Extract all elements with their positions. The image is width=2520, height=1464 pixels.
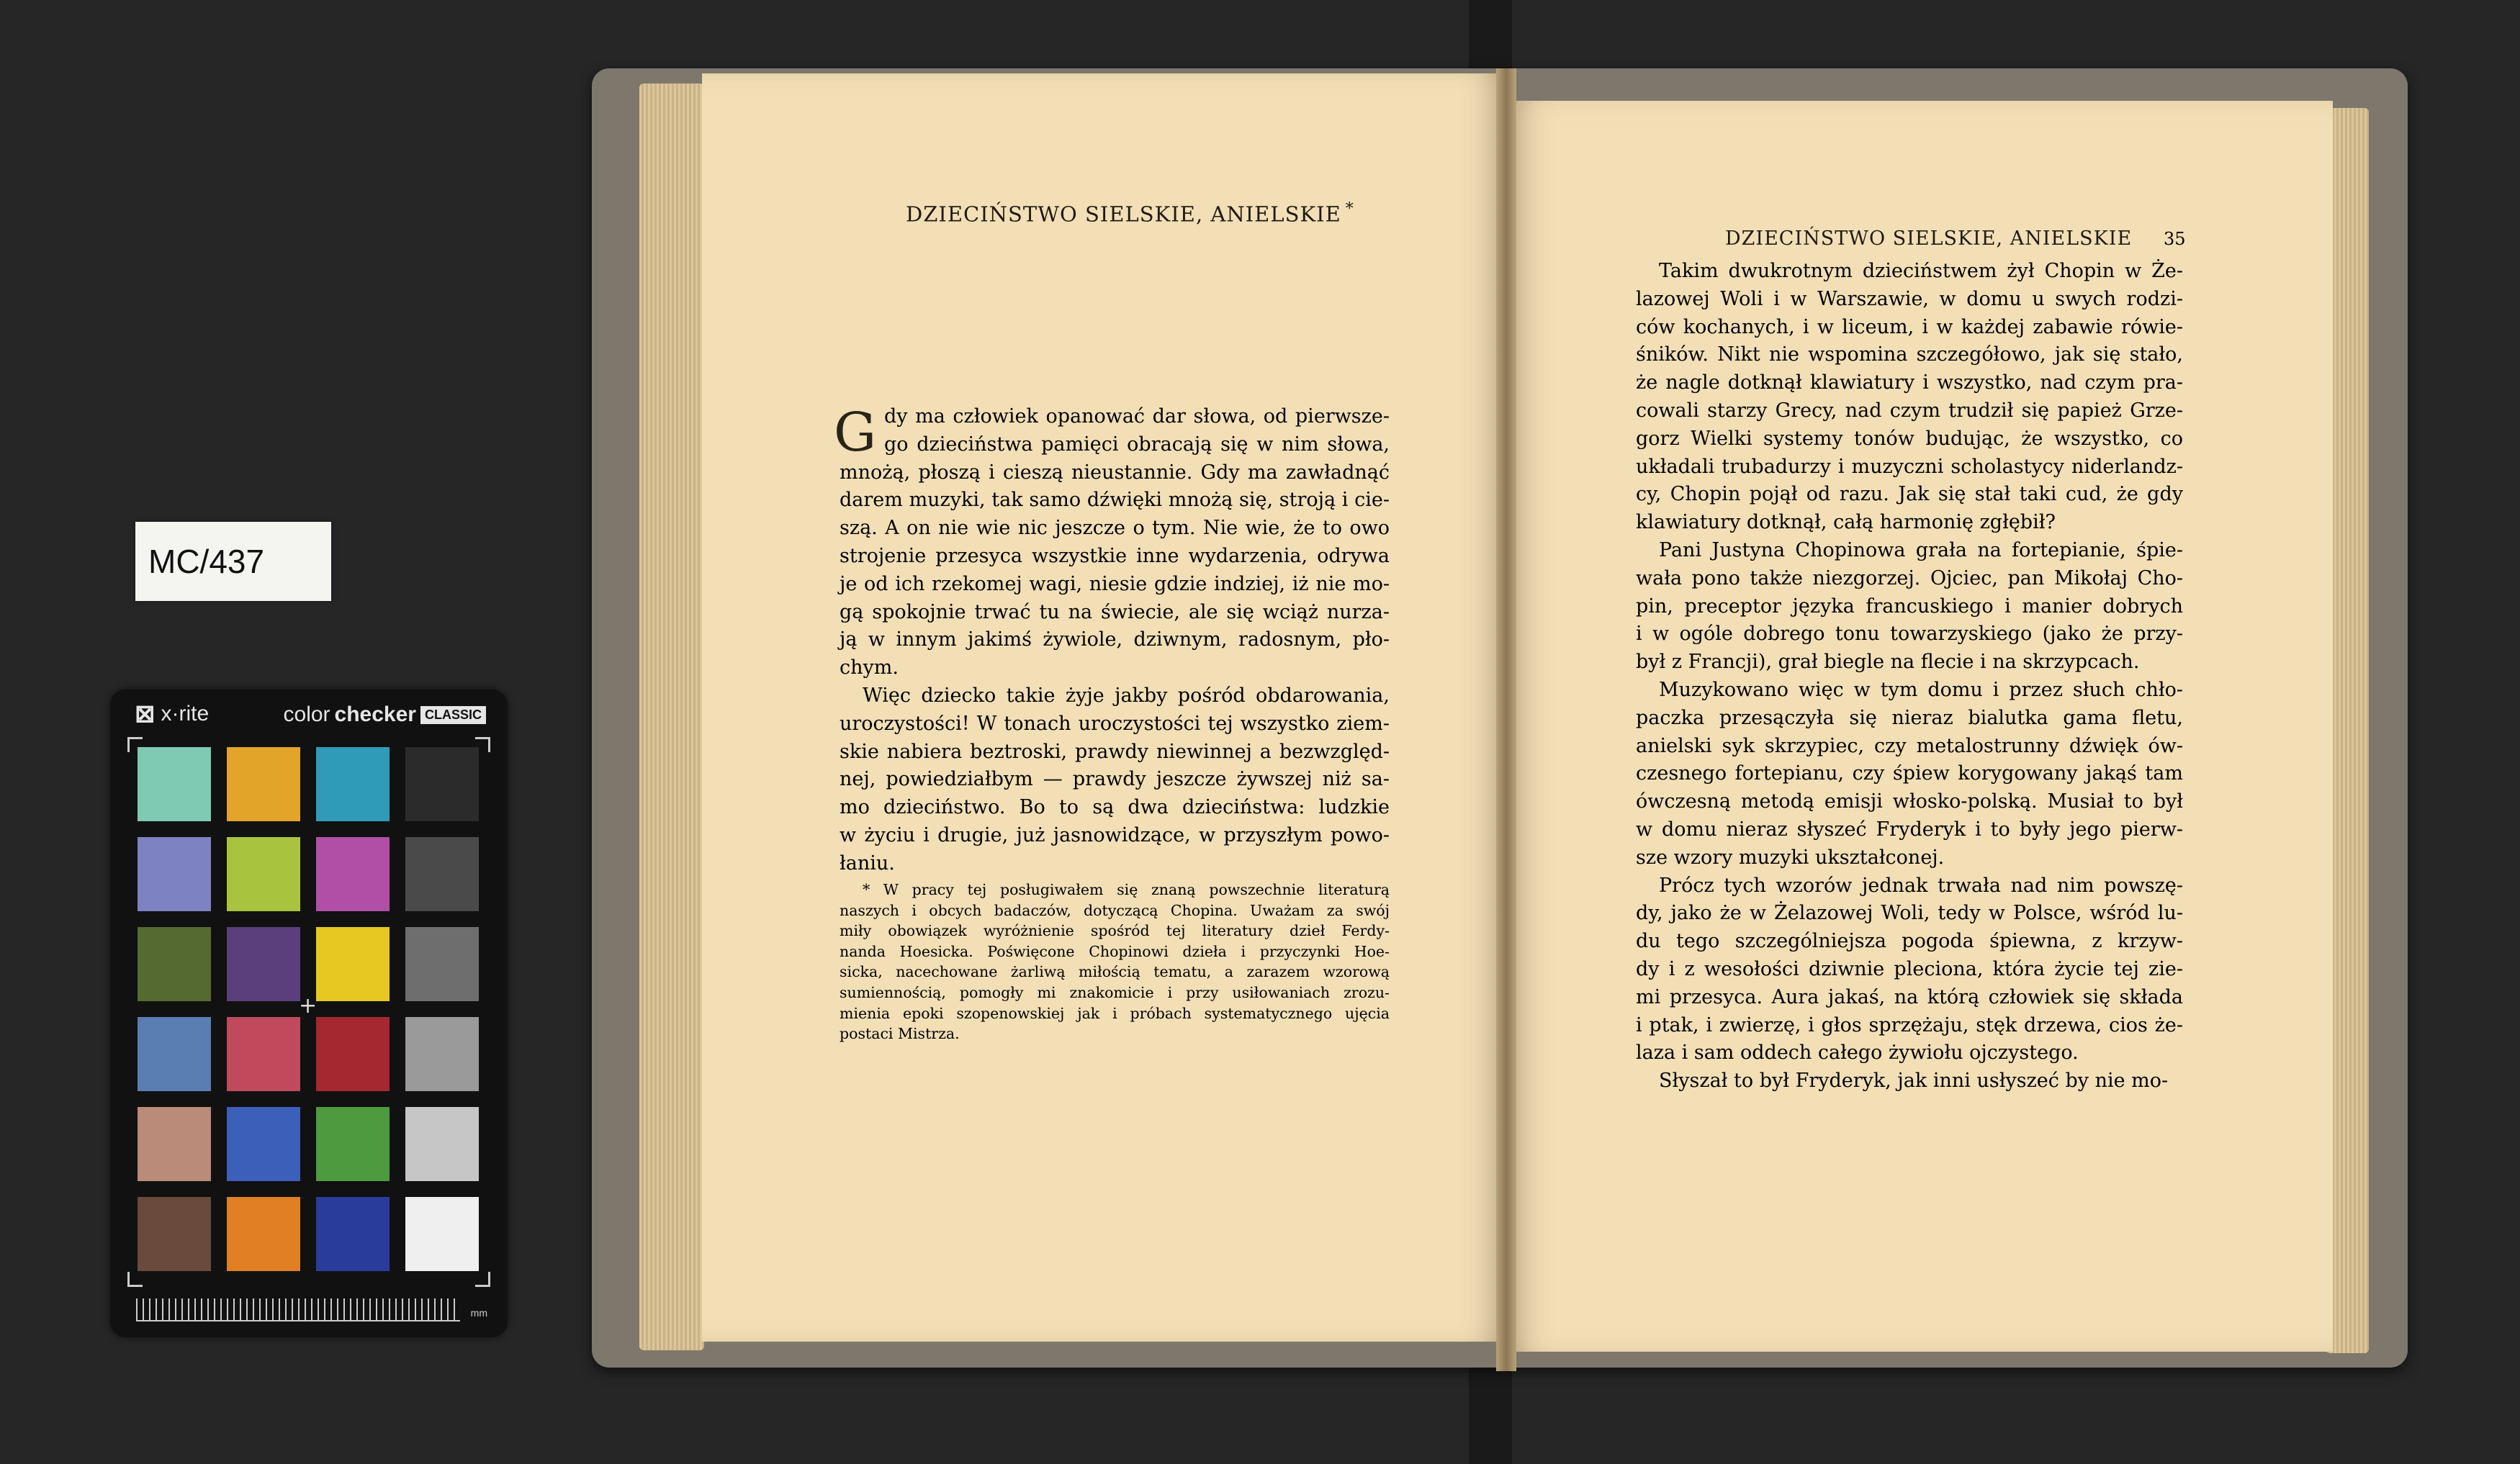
body-line: mnożą, płoszą i cieszą nieustannie. Gdy ma zawładnąć bbox=[840, 461, 1390, 484]
color-patch bbox=[316, 1107, 390, 1181]
body-line: uroczystości! W tonach uroczystości tej wszystko ziem- bbox=[840, 712, 1390, 735]
left-page-footnote bbox=[840, 880, 1390, 1044]
body-line: układali trubadurzy i muzyczni scholastycy niderlandz- bbox=[1636, 455, 2183, 478]
color-patch bbox=[316, 747, 390, 821]
color-patch bbox=[405, 1197, 479, 1271]
body-line: go dzieciństwa pamięci obracają się w nim słowa, bbox=[884, 433, 1390, 456]
crosshair-icon: + bbox=[299, 993, 318, 1018]
body-line: gą spokojnie trwać tu na świecie, ale się wciąż nurza- bbox=[840, 600, 1390, 623]
colorchecker-title: color checker CLASSIC bbox=[284, 702, 486, 727]
color-patch bbox=[138, 747, 211, 821]
page-edges-left bbox=[639, 83, 704, 1350]
body-line: anielski syk skrzypiec, czy metalostrunny dźwięk ów- bbox=[1636, 734, 2183, 757]
body-line: sze wzory muzyki ukształconej. bbox=[1636, 846, 1945, 869]
mm-ruler bbox=[136, 1298, 460, 1321]
color-patch bbox=[227, 1017, 300, 1091]
body-line: dy i z wesołości dziwnie pleciona, która życie tej zie- bbox=[1636, 957, 2183, 980]
body-line: dy ma człowiek opanować dar słowa, od pierwsze- bbox=[884, 405, 1390, 428]
body-line: cowali starzy Grecy, nad czym trudził się papież Grze- bbox=[1636, 399, 2183, 422]
footnote-line: miły obowiązek wyróżnienie spośród tej literatury dzieł Ferdy- bbox=[840, 922, 1390, 940]
color-patch bbox=[316, 837, 390, 911]
body-line: nej, powiedziałbym — prawdy jeszcze żywszej niż sa- bbox=[840, 768, 1390, 791]
body-line: Prócz tych wzorów jednak trwała nad nim powszę- bbox=[1659, 874, 2183, 897]
body-line: mo dzieciństwo. Bo to są dwa dzieciństwa: ludzkie bbox=[840, 796, 1390, 819]
body-line: śników. Nikt nie wspomina szczegółowo, jak się stało, bbox=[1636, 343, 2183, 366]
color-patch bbox=[227, 927, 300, 1001]
color-patch bbox=[316, 1017, 390, 1091]
color-patch bbox=[316, 1197, 390, 1271]
left-running-head: DZIECIŃSTWO SIELSKIE, ANIELSKIE * bbox=[906, 200, 1354, 227]
body-line: strojenie przesyca wszystkie inne wydarzenia, odrywa bbox=[840, 544, 1390, 567]
color-checker-card bbox=[110, 690, 508, 1337]
ruler-unit: mm bbox=[470, 1307, 487, 1319]
color-patch bbox=[227, 747, 300, 821]
body-line: łaniu. bbox=[840, 851, 895, 875]
body-line: był z Francji), grał biegle na flecie i na skrzypcach. bbox=[1636, 651, 2140, 674]
body-line: i ptak, i zwierzę, i głos sprzężaju, stęk drzewa, cios że- bbox=[1636, 1013, 2183, 1036]
catalogue-label bbox=[135, 522, 331, 601]
body-line: Słyszał to był Fryderyk, jak inni usłyszeć by nie mo- bbox=[1659, 1070, 2169, 1093]
color-patch bbox=[405, 837, 479, 911]
xrite-x-icon: ⊠ bbox=[135, 700, 156, 728]
color-patch bbox=[138, 1017, 211, 1091]
body-line: ców kochanych, i w liceum, i w każdej zabawie rówie- bbox=[1636, 315, 2183, 338]
footnote-line: * W pracy tej posługiwałem się znaną powszechnie literaturą bbox=[863, 881, 1390, 898]
book-gutter bbox=[1496, 68, 1516, 1371]
color-patch bbox=[138, 1197, 211, 1271]
body-line: skie nabiera beztroski, prawdy niewinnej a bezwzględ- bbox=[840, 740, 1390, 763]
body-line: pin, preceptor języka francuskiego i manier dobrych bbox=[1636, 595, 2183, 618]
body-line: wała pono także niezgorzej. Ojciec, pan Mikołaj Cho- bbox=[1636, 566, 2183, 589]
body-line: gorz Wielki systemy tonów budując, że wszystko, co bbox=[1636, 427, 2183, 450]
body-line: Pani Justyna Chopinowa grała na fortepianie, śpie- bbox=[1659, 538, 2183, 561]
drop-cap: G bbox=[834, 402, 877, 464]
right-running-head: DZIECIŃSTWO SIELSKIE, ANIELSKIE bbox=[1725, 227, 2133, 250]
left-page-body bbox=[834, 402, 1390, 878]
body-line: paczka przesączyła się nieraz bialutka gama fletu, bbox=[1636, 706, 2183, 729]
color-patch bbox=[227, 837, 300, 911]
corner-mark bbox=[127, 1272, 143, 1287]
footnote-line: nanda Hoesicka. Poświęcone Chopinowi dzieła i przyczynki Hoe- bbox=[840, 942, 1390, 960]
body-line: je od ich rzekomej wagi, niesie gdzie indziej, iż nie mo- bbox=[840, 572, 1390, 595]
body-line: w życiu i drugie, już jasnowidzące, w przyszłym powo- bbox=[840, 823, 1390, 846]
body-line: Takim dwukrotnym dzieciństwem żył Chopin w Że- bbox=[1659, 260, 2183, 282]
footnote-line: postaci Mistrza. bbox=[840, 1025, 960, 1043]
catalogue-label-text: MC/437 bbox=[148, 543, 265, 580]
page-number: 35 bbox=[2164, 229, 2186, 249]
color-patch bbox=[227, 1197, 300, 1271]
body-line: w domu nieraz słyszeć Fryderyk i to były jego pierw- bbox=[1636, 818, 2183, 841]
body-line: mi przesyca. Aura jakaś, na którą człowiek się składa bbox=[1636, 985, 2183, 1008]
corner-mark bbox=[475, 1272, 490, 1287]
body-line: klawiatury dotknął, całą harmonię zgłębił? bbox=[1636, 511, 2056, 534]
body-line: czesnego fortepianu, czy śpiew korygowany jakąś tam bbox=[1636, 762, 2183, 785]
color-patch bbox=[227, 1107, 300, 1181]
footnote-line: mienia epoki szopenowskiej jak i próbach systematycznego ujęcia bbox=[840, 1004, 1390, 1022]
body-line: cy, Chopin pojął od razu. Jak się stał taki cud, że gdy bbox=[1636, 483, 2183, 506]
footnote-line: sicka, nacechowane żarliwą miłością tematu, a zarazem wzorową bbox=[840, 963, 1390, 981]
body-line: Więc dziecko takie żyje jakby pośród obdarowania, bbox=[863, 684, 1390, 707]
footnote-marker: * bbox=[1345, 200, 1354, 218]
classic-badge: CLASSIC bbox=[420, 706, 486, 724]
right-page-body bbox=[1636, 258, 2183, 1095]
xrite-logo: ⊠ x·rite bbox=[135, 700, 210, 728]
body-line: Muzykowano więc w tym domu i przez słuch chło- bbox=[1659, 678, 2183, 701]
body-line: i w ogóle dobrego tonu towarzyskiego (jako że przy- bbox=[1636, 623, 2183, 646]
footnote-line: naszych i obcych badaczów, dotyczącą Chopina. Uważam za swój bbox=[840, 901, 1390, 919]
color-patch bbox=[138, 837, 211, 911]
body-line: że nagle dotknął klawiatury i wszystko, nad czym pra- bbox=[1636, 371, 2183, 394]
body-line: szą. A on nie wie nic jeszcze o tym. Nie wie, że to owo bbox=[840, 517, 1390, 540]
color-patch bbox=[405, 1017, 479, 1091]
color-patch bbox=[316, 927, 390, 1001]
body-line: du tego szczególniejsza pogoda śpiewna, z krzyw- bbox=[1636, 930, 2183, 953]
body-line: darem muzyki, tak samo dźwięki mnożą się, stroją i cie- bbox=[840, 489, 1390, 512]
color-patch bbox=[405, 747, 479, 821]
color-patch bbox=[405, 927, 479, 1001]
footnote-line: sumiennością, pomogły mi znakomicie i przy usiłowaniach zrozu- bbox=[840, 983, 1390, 1001]
body-line: dy, jako że w Żelazowej Woli, tedy w Polsce, wśród lu- bbox=[1636, 902, 2183, 925]
body-line: chym. bbox=[840, 656, 899, 679]
color-patch bbox=[138, 1107, 211, 1181]
color-patch bbox=[405, 1107, 479, 1181]
body-line: laza i sam oddech całego żywiołu ojczystego. bbox=[1636, 1041, 2079, 1065]
body-line: ją w innym jakimś żywiole, dziwnym, radosnym, pło- bbox=[840, 628, 1390, 651]
body-line: lazowej Woli i w Warszawie, w domu u swych rodzi- bbox=[1636, 287, 2183, 310]
body-line: ówczesną metodą emisji włosko-polską. Musiał to był bbox=[1636, 790, 2183, 813]
color-patch bbox=[138, 927, 211, 1001]
